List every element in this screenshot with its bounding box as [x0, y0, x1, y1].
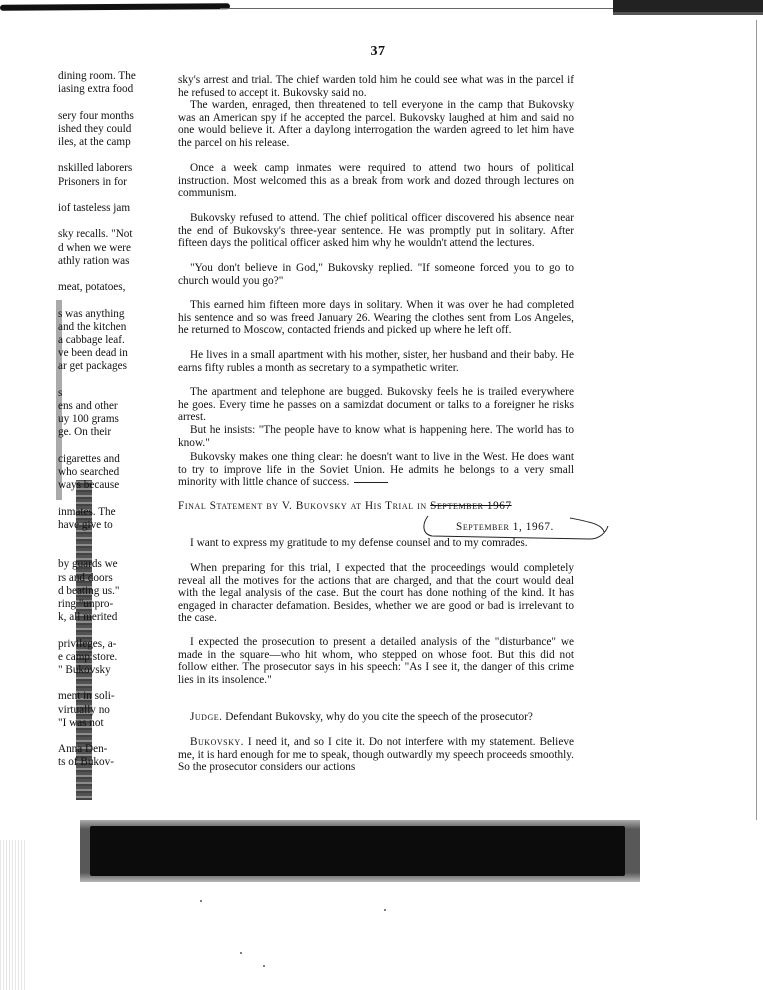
- left-column-line: sery four months: [58, 109, 134, 122]
- left-column-line: privileges, a-: [58, 637, 117, 650]
- left-column-line: ring "unpro-: [58, 598, 114, 610]
- left-column-line: a cabbage leaf.: [58, 334, 125, 346]
- body-paragraph: sky's arrest and trial. The chief warden told him he could see what was in the parcel if he refused to accept it. Bukovsky said no.: [178, 74, 574, 99]
- left-column-line: inmates. The: [58, 505, 116, 518]
- dateline: September 1, 1967.: [456, 521, 554, 533]
- section-heading-struck-date: September 1967: [430, 500, 512, 512]
- left-column-line: ment in soli-: [58, 690, 115, 703]
- speaker-label: Judge.: [190, 711, 223, 723]
- left-column-line: iof tasteless jam: [58, 202, 131, 214]
- scan-artifact-right-edge: [756, 20, 757, 820]
- scan-artifact-top-left: [0, 3, 230, 11]
- scan-speck: [240, 952, 242, 954]
- left-column-line: ished they could: [58, 122, 132, 135]
- dialogue-paragraph: [178, 711, 574, 724]
- statement-paragraph: I expected the prosecution to present a detailed analysis of the "disturbance" we made in the square—who hit whom, who stepped on whose foot. But this did not follow either. The prosecutor says in his speech: "As I see it, the danger of this crime lies in its insolence.": [178, 636, 574, 686]
- dialogue-text: Defendant Bukovsky, why do you cite the speech of the prosecutor?: [222, 711, 533, 723]
- left-column-line: ens and other: [58, 400, 118, 412]
- scan-speck: [384, 909, 386, 911]
- dialogue-paragraph: [178, 736, 574, 774]
- left-column-line: rs and doors: [58, 571, 113, 584]
- left-column-line: and the kitchen: [58, 320, 127, 333]
- left-column-line: s was anything: [58, 307, 125, 320]
- section-divider: [354, 482, 388, 483]
- body-paragraph: He lives in a small apartment with his mother, sister, her husband and their baby. He earns fifty rubles a month as secretary to a sympathetic writer.: [178, 349, 574, 374]
- left-column-line: by guards we: [58, 558, 118, 571]
- left-column-line: ve been dead in: [58, 347, 128, 360]
- left-column-fragment: [58, 70, 153, 774]
- speaker-label: Bukovsky.: [190, 736, 244, 748]
- scan-artifact-bottom-band: [90, 826, 625, 876]
- statement-paragraph: When preparing for this trial, I expected that the proceedings would completely reveal all the motives for the actions that are charged, and that the court would deal with the legal analysis of the case. But the court has done nothing of the kind. It has engaged in character defamation. Besides, whether we are good or bad is irrelevant to the case.: [178, 562, 574, 625]
- statement-paragraph: I want to express my gratitude to my defense counsel and to my comrades.: [190, 537, 528, 549]
- left-column-line: d beating us.": [58, 584, 120, 597]
- left-column-line: virtually no: [58, 703, 110, 716]
- left-column-line: athly ration was: [58, 254, 130, 267]
- left-column-line: cigarettes and: [58, 452, 120, 465]
- body-paragraph: Bukovsky refused to attend. The chief political officer discovered his absence near the end of Bukovsky's three-year sentence. He was promptly put in solitary. After fifteen days the political officer asked him why he wouldn't attend the lectures.: [178, 212, 574, 250]
- left-column-line: dining room. The: [58, 70, 136, 82]
- left-column-line: k, all merited: [58, 611, 118, 624]
- left-column-line: who searched: [58, 466, 120, 478]
- scan-artifact-top-right: [613, 0, 763, 15]
- left-column-line: iles, at the camp: [58, 136, 131, 148]
- scan-artifact-top-line: [220, 8, 620, 9]
- dialogue-text: I need it, and so I cite it. Do not interfere with my statement. Believe me, it is hard enough for me to speak, though outwardly my speech proceeds smoothly. So the prosecutor considers our actions: [178, 736, 574, 774]
- body-paragraph: "You don't believe in God," Bukovsky replied. "If someone forced you to go to church would you go?": [178, 262, 574, 287]
- body-paragraph: This earned him fifteen more days in solitary. When it was over he had completed his sentence and so was freed January 26. Wearing the clothes sent from Los Angeles, he returned to Moscow, contacted friends and picked up where he left off.: [178, 299, 574, 337]
- scan-speck: [263, 965, 265, 967]
- section-heading: [178, 500, 578, 512]
- body-paragraph: Bukovsky makes one thing clear: he doesn't want to live in the West. He does want to try to improve life in the Soviet Union. He admits he belongs to a very small minority with little chance of success.: [178, 451, 574, 489]
- section-heading-text: Final Statement by V. Bukovsky at His Trial in: [178, 500, 431, 512]
- left-column-line: Anna Den-: [58, 743, 108, 756]
- body-paragraph: The apartment and telephone are bugged. Bukovsky feels he is trailed everywhere he goes. Every time he passes on a samizdat document or talks to a foreigner he risks arrest.: [178, 386, 574, 424]
- left-column-line: iasing extra food: [58, 83, 134, 96]
- left-column-line: ways because: [58, 479, 120, 492]
- left-column-line: nskilled laborers: [58, 162, 133, 175]
- body-paragraph: But he insists: "The people have to know what is happening here. The world has to know.": [178, 424, 574, 449]
- left-column-line: ar get packages: [58, 360, 127, 373]
- left-column-line: s: [58, 386, 63, 399]
- left-column-line: ge. On their: [58, 426, 112, 439]
- left-column-line: "I was not: [58, 716, 104, 729]
- left-column-line: " Bukovsky: [58, 664, 111, 676]
- scan-artifact-left-noise: [0, 840, 26, 990]
- left-column-line: ts of Bukov-: [58, 756, 114, 769]
- left-column-line: sky recalls. "Not: [58, 228, 133, 241]
- left-column-line: uy 100 grams: [58, 413, 119, 426]
- body-paragraph: Once a week camp inmates were required to attend two hours of political instruction. Most welcomed this as a break from work and dozed through lectures on communism.: [178, 162, 574, 200]
- scan-speck: [200, 900, 202, 902]
- left-column-line: Prisoners in for: [58, 175, 127, 188]
- left-column-line: meat, potatoes,: [58, 281, 126, 294]
- left-column-line: e camp store.: [58, 650, 118, 663]
- left-column-line: have give to: [58, 518, 113, 531]
- page-number: 37: [370, 44, 386, 59]
- left-column-line: d when we were: [58, 241, 131, 254]
- body-paragraph: The warden, enraged, then threatened to tell everyone in the camp that Bukovsky was an American spy if he accepted the parcel. Bukovsky laughed at him and said no one would believe it. After a daylong interrogation the warden agreed to let him have the parcel on his release.: [178, 99, 574, 149]
